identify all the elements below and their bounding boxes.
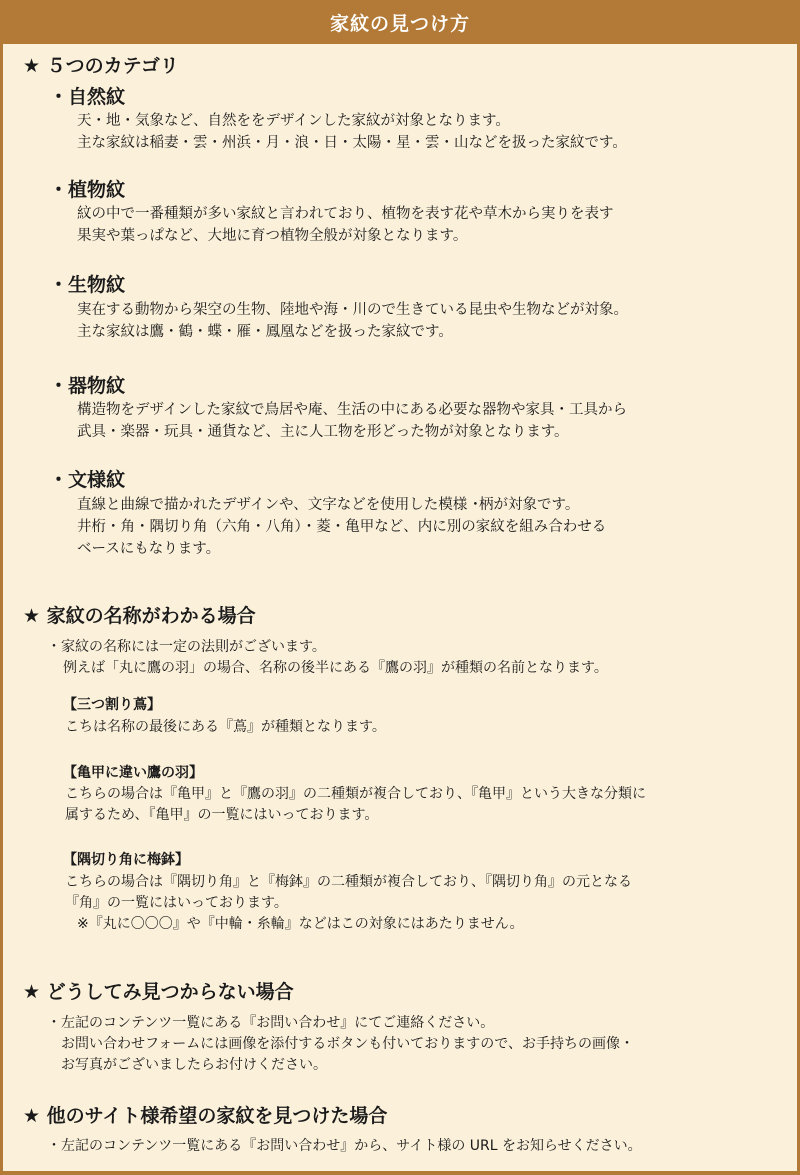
example-name: 【亀甲に違い鷹の羽】 <box>63 765 203 781</box>
section-body: ・左記のコンテンツ一覧にある『お問い合わせ』にてご連絡ください。 お問い合わせフォームには画像を添付するボタンも付いておりますので、お手持ちの画像・ お写真がございましたらお付けください。 <box>47 1015 635 1073</box>
category-name: ・文様紋 <box>49 469 126 491</box>
section-body: ・左記のコンテンツ一覧にある『お問い合わせ』から、サイト様の URL をお知らせください。 <box>47 1138 642 1154</box>
category-name: ・器物紋 <box>49 375 126 397</box>
category-name: ・植物紋 <box>49 179 126 201</box>
category-description: 実在する動物から架空の生物、陸地や海・川ので生きている昆虫や生物などが対象。 主な家紋は鷹・鶴・蝶・雁・鳳凰などを扱った家紋です。 <box>77 302 628 340</box>
example-description: こちらの場合は『亀甲』と『鷹の羽』の二種類が複合しており、『亀甲』という大きな分類に 属するため、『亀甲』の一覧にはいっております。 <box>65 786 646 823</box>
page-title: 家紋の見つけ方 <box>329 12 470 35</box>
category-description: 直線と曲線で描かれたデザインや、文字などを使用した模様 ･柄が対象です。 井桁・角・隅切り角（六角・八角）・菱・亀甲など、内に別の家紋を組み合わせる ベースにもなります。 <box>77 497 607 557</box>
section-heading-found-elsewhere: ★ 他のサイト様希望の家紋を見つけた場合 <box>23 1105 388 1127</box>
example-description: こちらの場合は『隅切り角』と『梅鉢』の二種類が複合しており、『隅切り角』の元となる 『角』の一覧にはいっております。 ※『丸に〇〇〇』や『中輪・糸輪』などはこの対象にはあたりません。 <box>65 874 632 932</box>
category-description: 紋の中で一番種類が多い家紋と言われており、植物を表す花や草木から実りを表す 果実や葉っぱなど、大地に育つ植物全般が対象となります。 <box>77 206 614 244</box>
category-description: 構造物をデザインした家紋で鳥居や庵、生活の中にある必要な器物や家具・工具から 武具・楽器・玩具・通貨など、主に人工物を形どった物が対象となります。 <box>77 402 627 440</box>
category-description: 天・地・気象など、自然ををデザインした家紋が対象となります。 主な家紋は稲妻・雲・州浜・月・浪・日・太陽・星・雲・山などを扱った家紋です。 <box>77 113 627 151</box>
section-heading-categories: ★ ５つのカテゴリ <box>23 55 179 77</box>
example-name: 【三つ割り蔦】 <box>63 697 161 713</box>
category-name: ・自然紋 <box>49 86 126 108</box>
category-name: ・生物紋 <box>49 274 126 296</box>
example-description: こちは名称の最後にある『蔦』が種類となります。 <box>65 719 386 735</box>
content-panel <box>3 44 797 1171</box>
section-heading-not-found: ★ どうしてみ見つからない場合 <box>23 981 294 1003</box>
section-intro: ・家紋の名称には一定の法則がございます。 例えば「丸に鷹の羽」の場合、名称の後半にある『鷹の羽』が種類の名前となります。 <box>47 639 608 676</box>
example-name: 【隅切り角に梅鉢】 <box>63 852 189 868</box>
section-heading-known-name: ★ 家紋の名称がわかる場合 <box>23 605 256 627</box>
